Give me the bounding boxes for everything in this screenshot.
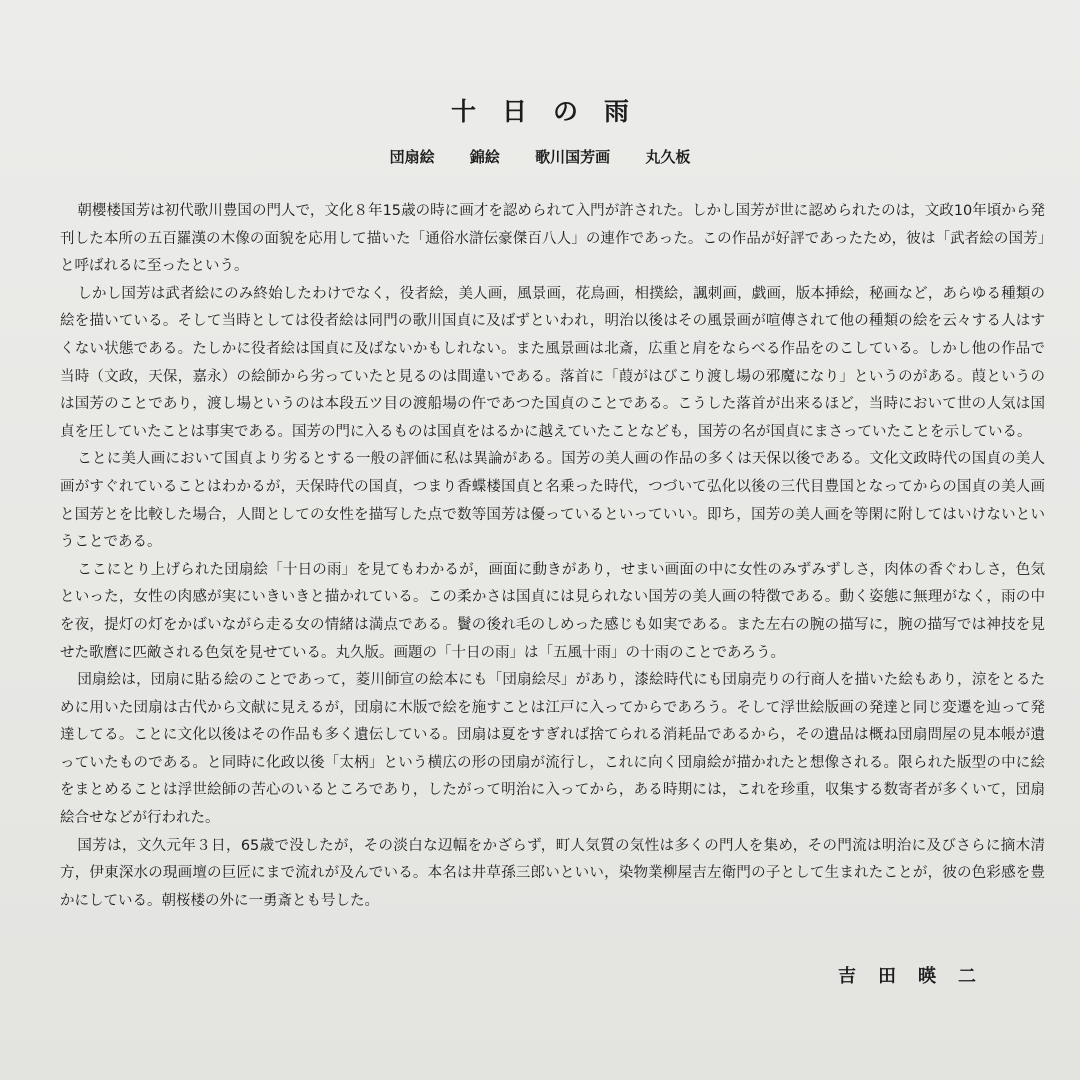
body-text xyxy=(60,198,1045,915)
subtitle-item: 団扇絵 xyxy=(389,148,435,166)
subtitle-item: 歌川国芳画 xyxy=(535,148,611,166)
paragraph: 国芳は，文久元年３日，65歳で没したが，その淡白な辺幅をかざらず，町人気質の気性は多くの門人を集め，その門流は明治に及びさらに摘木清方，伊東深水の現画壇の巨匠にまで流れが及んでいる。本名は井草孫三郎いといい，染物業柳屋吉左衛門の子として生まれたことが，彼の色彩感を豊かにしている。朝桜楼の外に一勇斎とも号した。 xyxy=(60,837,1045,909)
paragraph: しかし国芳は武者絵にのみ終始したわけでなく，役者絵，美人画，風景画，花鳥画，相撲絵，諷刺画，戯画，版本挿絵，秘画など，あらゆる種類の絵を描いている。そして当時としては役者絵は同門の歌川国貞に及ばずといわれ，明治以後はその風景画が喧傳されて他の種類の絵を云々する人はすくない状態である。たしかに役者絵は国貞に及ばないかもしれない。また風景画は北斎，広重と肩をならべる作品をのこしている。しかし他の作品で当時（文政，天保，嘉永）の絵師から劣っていたと見るのは間違いである。落首に「葭がはびこり渡し場の邪魔になり」というのがある。葭というのは国芳のことであり，渡し場というのは本段五ツ目の渡船場の仵であつた国貞のことである。こうした落首が出来るほど，当時において世の人気は国貞を圧していたことは事実である。国芳の門に入るものは国貞をはるかに越えていたことなども，国芳の名が国貞にまさっていたことを示している。 xyxy=(60,285,1045,440)
paragraph: 団扇絵は，団扇に貼る絵のことであって，菱川師宣の絵本にも「団扇絵尽」があり，漆絵時代にも団扇売りの行商人を描いた絵もあり，涼をとるために用いた団扇は古代から文献に見えるが，団扇に木版で絵を施すことは江戸に入ってからであろう。そして浮世絵版画の発達と同じ変遷を辿って発達してる。ことに文化以後はその作品も多く遺伝している。団扇は夏をすぎれば捨てられる消耗品であるから，その遺品は概ね団扇問屋の見本帳が遺っていたものである。と同時に化政以後「太柄」という横広の形の団扇が流行し，これに向く団扇絵が描かれたと想像される。限られた版型の中に絵をまとめることは浮世絵師の苦心のいるところであり，したがって明治に入ってから，ある時期には，これを珍重，収集する数寄者が多くいて，団扇絵合せなどが行われた。 xyxy=(60,672,1045,827)
paragraph: 朝櫻楼国芳は初代歌川豊国の門人で，文化８年15歳の時に画才を認められて入門が許された。しかし国芳が世に認められたのは，文政10年頃から発刊した本所の五百羅漢の木像の面貌を応用して描いた「通俗水滸伝豪傑百八人」の連作であった。この作品が好評であったため，彼は「武者絵の国芳」と呼ばれるに至ったという。 xyxy=(60,203,1045,275)
paragraph: ここにとり上げられた団扇絵「十日の雨」を見てもわかるが，画面に動きがあり，せまい画面の中に女性のみずみずしさ，肉体の香ぐわしさ，色気といった，女性の肉感が実にいきいきと描かれている。この柔かさは国貞には見られない国芳の美人画の特徴である。動く姿態に無理がなく，雨の中を夜，提灯の灯をかばいながら走る女の情緒は満点である。鬢の後れ毛のしめった感じも如実である。また左右の腕の描写に，腕の描写では神技を見せた歌麿に匹敵される色気を見せている。丸久版。画題の「十日の雨」は「五風十雨」の十雨のことであろう。 xyxy=(60,561,1045,661)
subtitle-line xyxy=(0,146,1080,167)
paragraph: ことに美人画において国貞より劣るとする一般の評価に私は異論がある。国芳の美人画の作品の多くは天保以後である。文化文政時代の国貞の美人画がすぐれていることはわかるが，天保時代の国貞，つまり香蝶楼国貞と名乗った時代，つづいて弘化以後の三代目豊国となってからの国貞の美人画と国芳とを比較した場合，人間としての女性を描写した点で数等国芳は優っているといっていい。即ち，国芳の美人画を等閑に附してはいけないということである。 xyxy=(60,451,1045,551)
subtitle-item: 錦絵 xyxy=(469,148,500,166)
subtitle-item: 丸久板 xyxy=(645,148,691,166)
author-name: 吉田暎二 xyxy=(838,966,998,987)
page-title: 十日の雨 xyxy=(450,97,655,126)
